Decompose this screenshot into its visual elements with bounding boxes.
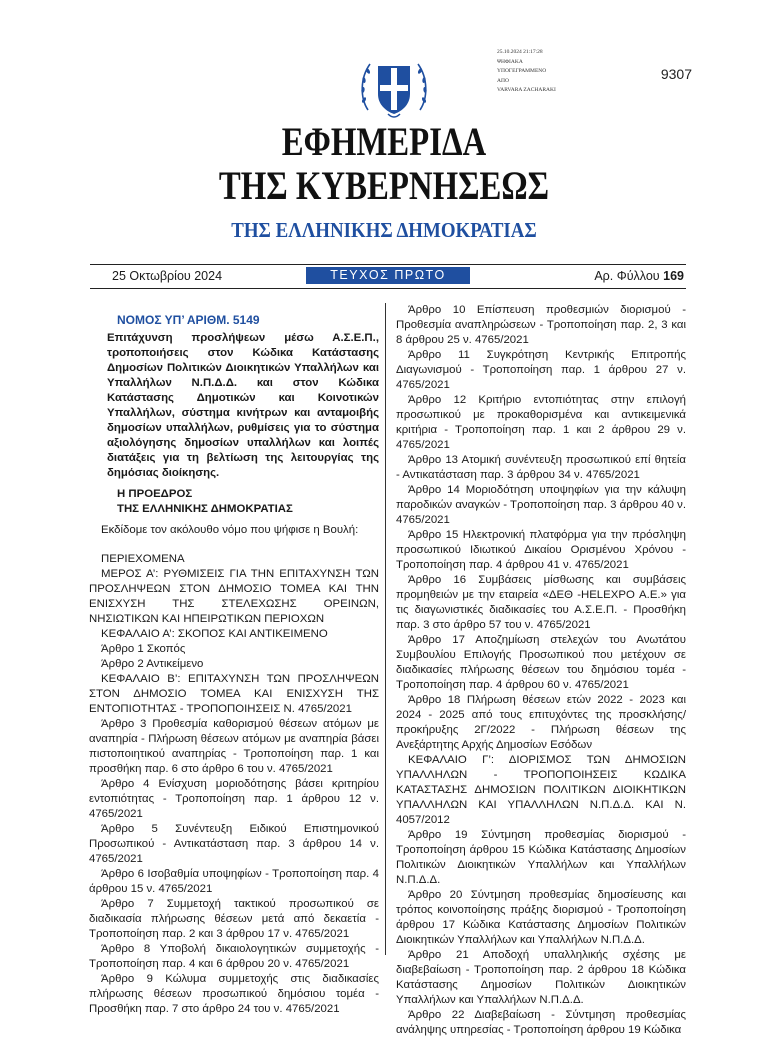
contents-item: Άρθρο 1 Σκοπός (101, 643, 186, 655)
contents-item: Άρθρο 22 Διαβεβαίωση - Σύντμηση προθεσμίας ανάληψης υπηρεσίας - Τροποποίηση άρθρου 19 Κώδικα (396, 1009, 686, 1036)
contents-item: Άρθρο 8 Υποβολή δικαιολογητικών συμμετοχής - Τροποποίηση παρ. 4 και 6 άρθρου 20 ν. 4765/2021 (89, 943, 379, 970)
signature-line: ΑΠΟ (497, 77, 509, 84)
right-column (396, 303, 686, 1038)
contents-item: Άρθρο 5 Συνέντευξη Ειδικού Επιστημονικού Προσωπικού - Αντικατάσταση παρ. 3 άρθρου 14 ν. 4765/2021 (89, 823, 379, 865)
contents-item: Άρθρο 12 Κριτήριο εντοπιότητας στην επιλογή προσωπικού με προκαθορισμένα και αντικειμενικά κριτήρια - Τροποποίηση παρ. 1 και 2 άρθρου 29 ν. 4765/2021 (396, 394, 686, 451)
masthead-title: ΕΦΗΜΕΡΙΔΑ (281, 119, 487, 164)
contents-heading: ΠΕΡΙΕΧΟΜΕΝΑ (101, 553, 185, 565)
header-bottom-rule (90, 288, 686, 289)
contents-item: Άρθρο 4 Ενίσχυση μοριοδότησης βάσει κριτηρίου εντοπιότητας - Τροποποίηση παρ. 1 άρθρου 12 ν. 4765/2021 (89, 778, 379, 820)
page-number: 9307 (660, 66, 692, 82)
signature-line: 25.10.2024 21:17:28 (497, 49, 543, 55)
law-number-heading: ΝΟΜΟΣ ΥΠ’ ΑΡΙΘΜ. 5149 (117, 313, 260, 327)
contents-item: Άρθρο 6 Ισοβαθμία υποψηφίων - Τροποποίηση παρ. 4 άρθρου 15 ν. 4765/2021 (89, 868, 379, 895)
contents-item: Άρθρο 14 Μοριοδότηση υποψηφίων για την κάλυψη παροδικών αναγκών - Τροποποίηση παρ. 3 άρθρου 40 ν. 4765/2021 (396, 484, 686, 526)
coat-of-arms-emblem (354, 48, 434, 128)
issue-date: 25 Οκτωβρίου 2024 (112, 269, 223, 283)
masthead-subtitle: ΤΗΣ ΚΥΒΕΡΝΗΣΕΩΣ (218, 163, 550, 208)
contents-item: Άρθρο 19 Σύντμηση προθεσμίας διορισμού - Τροποποίηση άρθρου 15 Κώδικα Κατάστασης Δημοσίων Πολιτικών Διοικητικών Υπαλλήλων και Υπαλλήλων Ν.Π.Δ.Δ. (396, 829, 686, 886)
contents-item: ΚΕΦΑΛΑΙΟ Β’: ΕΠΙΤΑΧΥΝΣΗ ΤΩΝ ΠΡΟΣΛΗΨΕΩΝ ΣΤΟΝ ΔΗΜΟΣΙΟ ΤΟΜΕΑ ΚΑΙ ΕΝΙΣΧΥΣΗ ΤΗΣ ΕΝΤΟΠΙΟΤΗΤΑΣ - ΤΡΟΠΟΠΟΙΗΣΕΙΣ Ν. 4765/2021 (89, 673, 379, 715)
contents-item: Άρθρο 13 Ατομική συνέντευξη προσωπικού επί θητεία - Αντικατάσταση παρ. 3 άρθρου 34 ν. 4765/2021 (396, 454, 686, 481)
signature-line: ΨΗΦΙΑΚΑ (497, 58, 523, 65)
contents-item: Άρθρο 18 Πλήρωση θέσεων ετών 2022 - 2023 και 2024 - 2025 από τους επιτυχόντες της προσκλήσης/προκήρυξης 2Γ/2022 - Πλήρωση θέσεων της Ανεξάρτητης Αρχής Δημοσίων Εσόδων (396, 694, 686, 751)
header-top-rule (90, 264, 686, 265)
contents-item: Άρθρο 15 Ηλεκτρονική πλατφόρμα για την πρόσληψη προσωπικού Ιδιωτικού Δικαίου Ορισμένου Χρόνου - Τροποποίηση παρ. 4 άρθρου 41 ν. 4765/2021 (396, 529, 686, 571)
masthead-republic: ΤΗΣ ΕΛΛΗΝΙΚΗΣ ΔΗΜΟΚΡΑΤΙΑΣ (231, 218, 537, 242)
contents-item: Άρθρο 17 Αποζημίωση στελεχών του Ανωτάτου Συμβουλίου Επιλογής Προσωπικού που μετέχουν σε διαδικασίες πλήρωσης θέσεων του δημόσιου τομέα - Τροποποίηση παρ. 4 άρθρου 60 ν. 4765/2021 (396, 634, 686, 691)
contents-item: Άρθρο 21 Αποδοχή υπαλληλικής σχέσης με διαβεβαίωση - Τροποποίηση παρ. 2 άρθρου 18 Κώδικα Κατάστασης Δημοσίων Πολιτικών Διοικητικών Υπαλλήλων και Υπαλλήλων Ν.Π.Δ.Δ. (396, 949, 686, 1006)
contents-item: Άρθρο 16 Συμβάσεις μίσθωσης και συμβάσεις προμηθειών με την εταιρεία «ΔΕΘ -HELEXPO Α.Ε.» για τις διαγωνιστικές διαδικασίες του Α.Σ.Ε.Π. - Προσθήκη παρ. 3 στο άρθρο 57 του ν. 4765/2021 (396, 574, 686, 631)
contents-item: ΚΕΦΑΛΑΙΟ Α’: ΣΚΟΠΟΣ ΚΑΙ ΑΝΤΙΚΕΙΜΕΝΟ (101, 628, 328, 640)
signature-line: ΥΠΟΓΕΓΡΑΜΜΕΝΟ (497, 68, 547, 74)
contents-item: Άρθρο 7 Συμμετοχή τακτικού προσωπικού σε διαδικασία πλήρωσης θέσεων μετά από δεκαετία - Τροποποίηση παρ. 2 και 3 άρθρου 17 ν. 4765/2021 (89, 898, 379, 940)
signature-line: VARVARA ZACHARAKI (497, 87, 556, 93)
issue-badge: ΤΕΥΧΟΣ ΠΡΩΤΟ (306, 267, 470, 284)
contents-item: Άρθρο 3 Προθεσμία καθορισμού θέσεων ατόμων με αναπηρία - Πλήρωση θέσεων ατόμων με αναπηρία βάσει πιστοποιητικού αναπηρίας - Τροποποίηση παρ. 1 και προσθήκη παρ. 6 στο άρθρο 6 του ν. 4765/2021 (89, 718, 379, 775)
contents-item: ΚΕΦΑΛΑΙΟ Γ’: ΔΙΟΡΙΣΜΟΣ ΤΩΝ ΔΗΜΟΣΙΩΝ ΥΠΑΛΛΗΛΩΝ - ΤΡΟΠΟΠΟΙΗΣΕΙΣ ΚΩΔΙΚΑ ΚΑΤΑΣΤΑΣΗΣ ΔΗΜΟΣΙΩΝ ΠΟΛΙΤΙΚΩΝ ΔΙΟΙΚΗΤΙΚΩΝ ΥΠΑΛΛΗΛΩΝ ΚΑΙ ΥΠΑΛΛΗΛΩΝ Ν.Π.Δ.Δ. ΚΑΙ Ν. 4057/2012 (396, 754, 686, 826)
enactment-clause: Εκδίδομε τον ακόλουθο νόμο που ψήφισε η Βουλή: (101, 524, 359, 536)
contents-item: Άρθρο 10 Επίσπευση προθεσμιών διορισμού - Προθεσμία αναπληρώσεων - Τροποποίηση παρ. 2, 3 και 8 άρθρου 25 ν. 4765/2021 (396, 304, 686, 346)
contents-item: Άρθρο 9 Κώλυμα συμμετοχής στις διαδικασίες πλήρωσης θέσεων προσωπικού δημόσιου τομέα - Προσθήκη παρ. 7 στο άρθρο 24 του ν. 4765/2021 (89, 973, 379, 1015)
contents-item: Άρθρο 11 Συγκρότηση Κεντρικής Επιτροπής Διαγωνισμού - Τροποποίηση παρ. 1 άρθρου 27 ν. 4765/2021 (396, 349, 686, 391)
law-description: Επιτάχυνση προσλήψεων μέσω Α.Σ.Ε.Π., τροποποιήσεις στον Κώδικα Κατάστασης Δημοσίων Πολιτικών Διοικητικών Υπαλλήλων και Υπαλλήλων Ν.Π.Δ.Δ. και στον Κώδικα Κατάστασης Δημοτικών και Κοινοτικών Υπαλλήλων, σύστημα κινήτρων και ανταμοιβής δημοσίων υπαλλήλων, ρυθμίσεις για το σύστημα αξιολόγησης δημοσίων υπαλλήλων και λοιπές διατάξεις για τη βελτίωση της λειτουργίας της δημόσιας διοίκησης. (107, 332, 379, 479)
column-divider (385, 303, 386, 955)
left-column (89, 303, 379, 1017)
president-heading-line1: Η ΠΡΟΕΔΡΟΣ (117, 488, 193, 500)
president-heading-line2: ΤΗΣ ΕΛΛΗΝΙΚΗΣ ΔΗΜΟΚΡΑΤΙΑΣ (117, 503, 293, 515)
sheet-number-label (594, 269, 684, 283)
contents-item: Άρθρο 20 Σύντμηση προθεσμίας δημοσίευσης και τρόπος κοινοποίησης πράξης διορισμού - Τροποποίηση άρθρου 17 Κώδικα Κατάστασης Δημοσίων Πολιτικών Διοικητικών Υπαλλήλων και Υπαλλήλων Ν.Π.Δ.Δ. (396, 889, 686, 946)
digital-signature-stamp (497, 48, 556, 96)
contents-item: ΜΕΡΟΣ Α’: ΡΥΘΜΙΣΕΙΣ ΓΙΑ ΤΗΝ ΕΠΙΤΑΧΥΝΣΗ ΤΩΝ ΠΡΟΣΛΗΨΕΩΝ ΣΤΟΝ ΔΗΜΟΣΙΟ ΤΟΜΕΑ ΚΑΙ ΤΗΝ ΕΝΙΣΧΥΣΗ ΤΗΣ ΣΤΕΛΕΧΩΣΗΣ ΟΡΕΙΝΩΝ, ΝΗΣΙΩΤΙΚΩΝ ΚΑΙ ΗΠΕΙΡΩΤΙΚΩΝ ΠΕΡΙΟΧΩΝ (89, 568, 379, 625)
sheet-number: 169 (663, 269, 684, 283)
contents-item: Άρθρο 2 Αντικείμενο (101, 658, 204, 670)
sheet-label: Αρ. Φύλλου (594, 269, 660, 283)
